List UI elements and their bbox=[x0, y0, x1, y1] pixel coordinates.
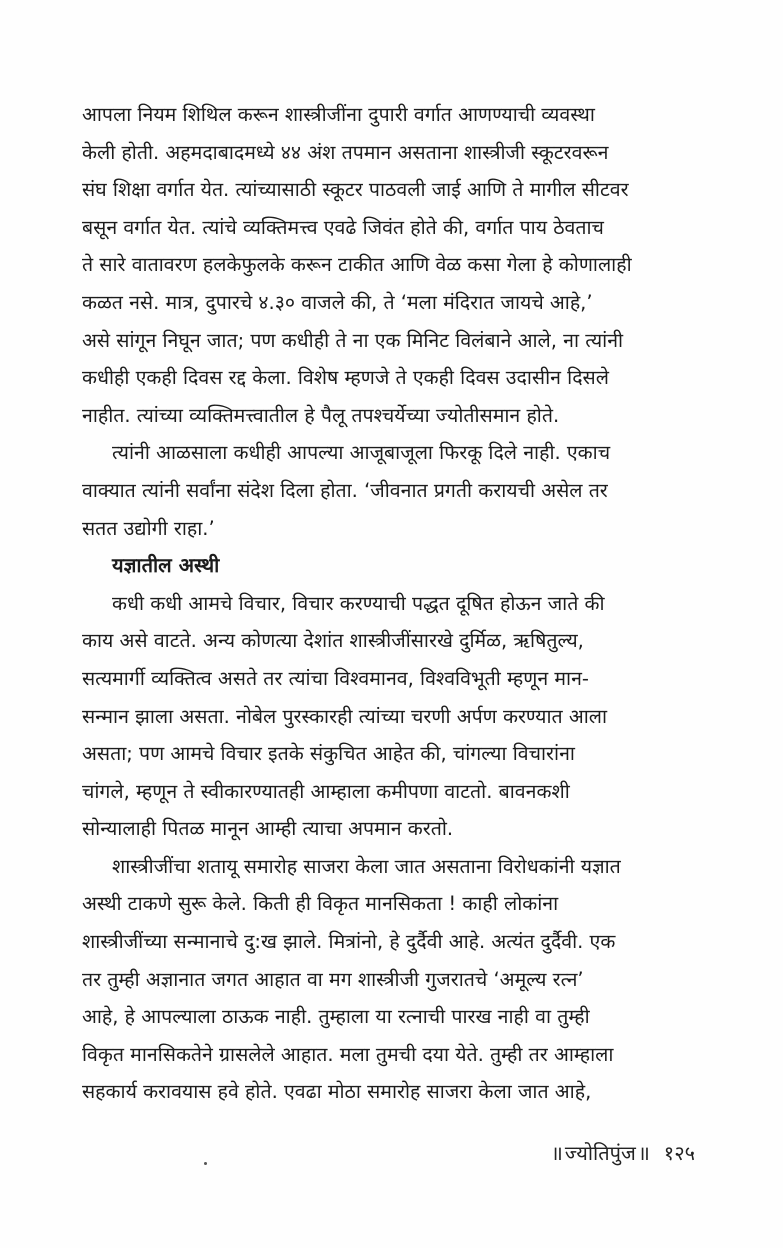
text-line: केली होती. अहमदाबादमध्ये ४४ अंश तपमान असताना शास्त्रीजी स्कूटरवरून bbox=[82, 140, 609, 164]
text-line: अस्थी टाकणे सुरू केले. किती ही विकृत मानसिकता ! काही लोकांना bbox=[82, 892, 559, 916]
text-line: नाहीत. त्यांच्या व्यक्तिमत्त्वातील हे पैलू तपश्चर्येच्या ज्योतीसमान होते. bbox=[82, 403, 560, 427]
text-line: शास्त्रीजींचा शतायू समारोह साजरा केला जात असताना विरोधकांनी यज्ञात bbox=[112, 854, 621, 878]
paragraph-3 bbox=[82, 585, 700, 848]
footer-left-mark: ॥ bbox=[550, 1141, 563, 1165]
text-line: कळत नसे. मात्र, दुपारचे ४.३० वाजले की, ते ‘मला मंदिरात जायचे आहे,’ bbox=[82, 290, 593, 314]
print-speck bbox=[204, 1162, 207, 1165]
text-line: सहकार्य करावयास हवे होते. एवढा मोठा समारोह साजरा केला जात आहे, bbox=[82, 1080, 592, 1104]
text-line: तर तुम्ही अज्ञानात जगत आहात वा मग शास्त्रीजी गुजरातचे ‘अमूल्य रत्न’ bbox=[82, 967, 584, 991]
text-line: सतत उद्योगी राहा.’ bbox=[82, 516, 215, 540]
text-line: कधीही एकही दिवस रद्द केला. विशेष म्हणजे ते एकही दिवस उदासीन दिसले bbox=[82, 366, 609, 390]
text-line: सन्मान झाला असता. नोबेल पुरस्कारही त्यांच्या चरणी अर्पण करण्यात आला bbox=[82, 704, 608, 728]
text-line: त्यांनी आळसाला कधीही आपल्या आजूबाजूला फिरकू दिले नाही. एकाच bbox=[112, 441, 611, 465]
text-line: असता; पण आमचे विचार इतके संकुचित आहेत की, चांगल्या विचारांना bbox=[82, 742, 575, 766]
paragraph-1 bbox=[82, 96, 700, 434]
paragraph-4 bbox=[82, 848, 700, 1111]
section-heading: यज्ञातील अस्थी bbox=[112, 553, 220, 578]
text-line: वाक्यात त्यांनी सर्वांना संदेश दिला होता. ‘जीवनात प्रगती करायची असेल तर bbox=[82, 478, 608, 502]
text-line: बसून वर्गात येत. त्यांचे व्यक्तिमत्त्व एवढे जिवंत होते की, वर्गात पाय ठेवताच bbox=[82, 215, 604, 239]
page-number: १२५ bbox=[663, 1141, 695, 1165]
text-line: असे सांगून निघून जात; पण कधीही ते ना एक मिनिट विलंबाने आले, ना त्यांनी bbox=[82, 328, 624, 352]
book-title: ज्योतिपुंज bbox=[564, 1141, 636, 1165]
footer-right-mark: ॥ bbox=[637, 1141, 650, 1165]
text-line: आपला नियम शिथिल करून शास्त्रीजींना दुपारी वर्गात आणण्याची व्यवस्था bbox=[82, 103, 595, 126]
text-line: सोन्यालाही पितळ मानून आम्ही त्याचा अपमान करतो. bbox=[82, 817, 454, 841]
page-footer bbox=[549, 1139, 695, 1166]
text-line: काय असे वाटते. अन्य कोणत्या देशांत शास्त्रीजींसारखे दुर्मिळ, ऋषितुल्य, bbox=[82, 629, 584, 653]
text-line: सत्यमार्गी व्यक्तित्व असते तर त्यांचा विश्वमानव, विश्वविभूती म्हणून मान- bbox=[82, 666, 589, 690]
text-line: संघ शिक्षा वर्गात येत. त्यांच्यासाठी स्कूटर पाठवली जाई आणि ते मागील सीटवर bbox=[82, 178, 629, 202]
text-line: शास्त्रीजींच्या सन्मानाचे दु:ख झाले. मित्रांनो, हे दुर्दैवी आहे. अत्यंत दुर्दैवी. एक bbox=[82, 930, 616, 954]
text-line: चांगले, म्हणून ते स्वीकारण्यातही आम्हाला कमीपणा वाटतो. बावनकशी bbox=[82, 779, 570, 803]
text-line: आहे, हे आपल्याला ठाऊक नाही. तुम्हाला या रत्नाची पारख नाही वा तुम्ही bbox=[82, 1005, 590, 1029]
text-line: ते सारे वातावरण हलकेफुलके करून टाकीत आणि वेळ कसा गेला हे कोणालाही bbox=[82, 253, 632, 277]
paragraph-2 bbox=[82, 434, 700, 547]
text-line: विकृत मानसिकतेने ग्रासलेले आहात. मला तुमची दया येते. तुम्ही तर आम्हाला bbox=[82, 1042, 614, 1066]
text-line: कधी कधी आमचे विचार, विचार करण्याची पद्धत दूषित होऊन जाते की bbox=[112, 591, 605, 615]
page-body bbox=[82, 96, 700, 1111]
